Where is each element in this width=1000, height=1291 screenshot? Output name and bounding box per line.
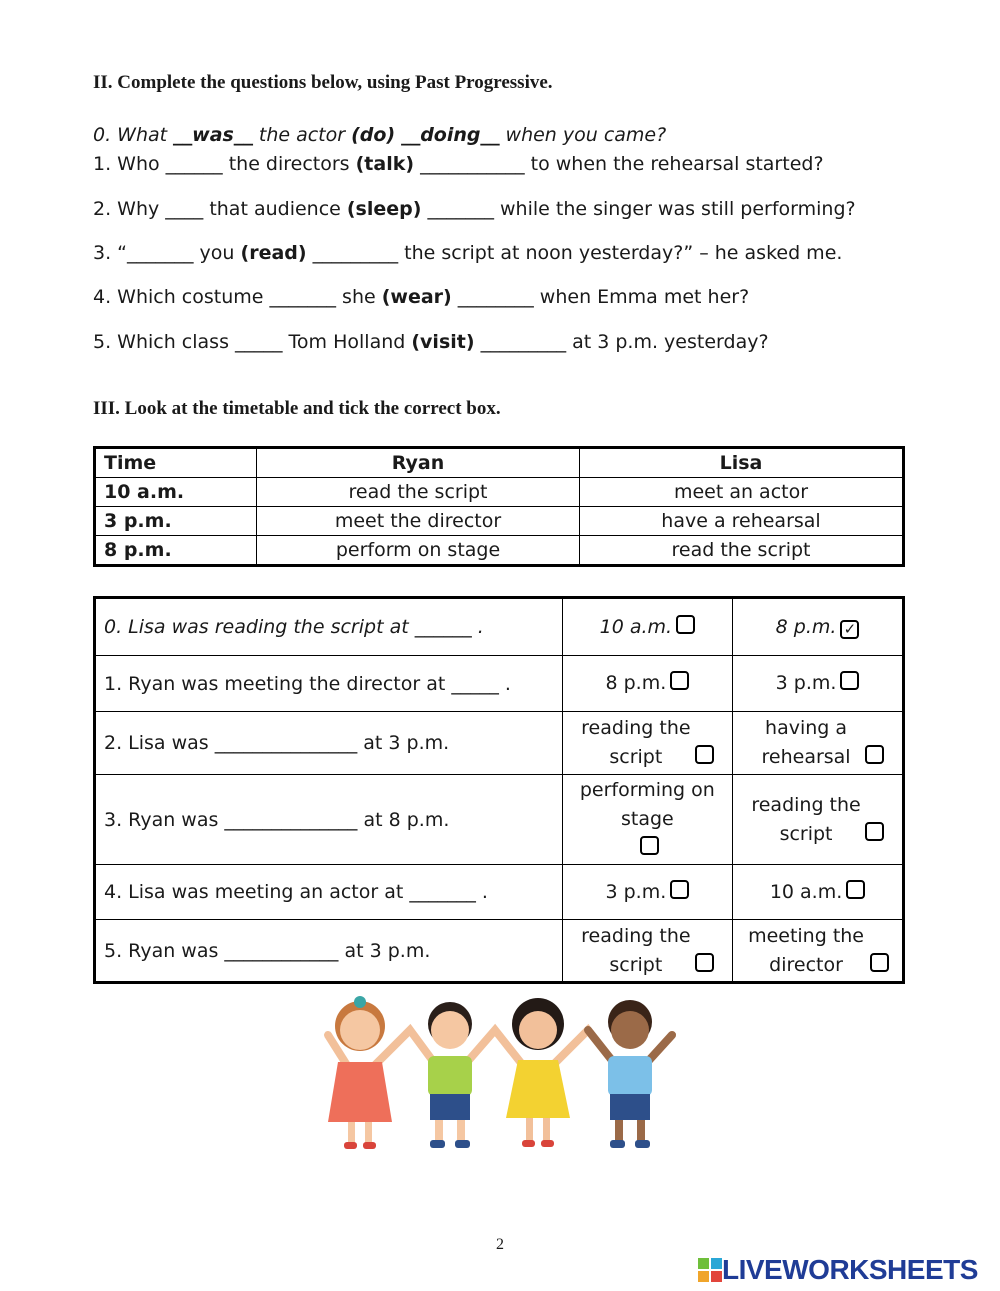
checkbox[interactable] — [865, 822, 884, 841]
checkbox[interactable] — [640, 836, 659, 855]
question-3: 3. “_______ you (read) _________ the script at noon yesterday?” – he asked me. — [93, 242, 843, 264]
quiz-statement: 2. Lisa was _______________ at 3 p.m. — [95, 712, 563, 775]
quiz-statement: 3. Ryan was ______________ at 8 p.m. — [95, 775, 563, 865]
child-boy-green — [428, 1002, 472, 1148]
question-1: 1. Who ______ the directors (talk) ___________ to when the rehearsal started? — [93, 153, 824, 175]
timetable-row — [95, 478, 904, 507]
example-question: 0. What __was__ the actor (do) __doing__ when you came? — [93, 124, 667, 146]
quiz-statement: 1. Ryan was meeting the director at _____ . — [95, 656, 563, 712]
quiz-option: reading the script — [562, 712, 732, 775]
timetable — [93, 446, 905, 567]
question-5: 5. Which class _____ Tom Holland (visit) _________ at 3 p.m. yesterday? — [93, 331, 769, 353]
child-girl-coral — [328, 996, 392, 1149]
timetable-lisa-activity: meet an actor — [580, 478, 904, 507]
timetable-header-row — [95, 448, 904, 478]
checkbox[interactable] — [865, 745, 884, 764]
checkbox[interactable] — [695, 745, 714, 764]
checkbox[interactable] — [846, 880, 865, 899]
liveworksheets-logo — [698, 1254, 978, 1286]
quiz-option: reading the script — [562, 920, 732, 983]
quiz-row-example — [95, 598, 904, 656]
page-number: 2 — [496, 1236, 504, 1253]
checkbox[interactable] — [870, 953, 889, 972]
quiz-option: meeting the director — [733, 920, 904, 983]
timetable-row — [95, 536, 904, 566]
quiz-row — [95, 712, 904, 775]
checkbox[interactable] — [695, 953, 714, 972]
checkbox[interactable] — [670, 880, 689, 899]
timetable-header-ryan: Ryan — [257, 448, 580, 478]
question-2: 2. Why ____ that audience (sleep) _______ while the singer was still performing? — [93, 198, 856, 220]
child-girl-yellow — [506, 998, 570, 1147]
checkbox[interactable] — [676, 615, 695, 634]
quiz-row — [95, 920, 904, 983]
quiz-option: 8 p.m. — [562, 656, 732, 712]
logo-text: LIVEWORKSHEETS — [722, 1254, 978, 1285]
quiz-option: performing on stage — [562, 775, 732, 865]
checkbox-checked[interactable]: ✓ — [840, 620, 859, 639]
quiz-statement: 0. Lisa was reading the script at ______ . — [95, 598, 563, 656]
child-boy-blue — [608, 1000, 652, 1148]
timetable-time: 3 p.m. — [95, 507, 257, 536]
checkbox[interactable] — [840, 671, 859, 690]
quiz-option: 8 p.m. ✓ — [733, 598, 904, 656]
timetable-ryan-activity: perform on stage — [257, 536, 580, 566]
timetable-row — [95, 507, 904, 536]
quiz-row — [95, 865, 904, 920]
timetable-lisa-activity: read the script — [580, 536, 904, 566]
question-4: 4. Which costume _______ she (wear) ________ when Emma met her? — [93, 286, 750, 308]
timetable-time: 10 a.m. — [95, 478, 257, 507]
logo-blocks-icon — [698, 1258, 722, 1282]
timetable-ryan-activity: meet the director — [257, 507, 580, 536]
section-3-heading: III. Look at the timetable and tick the correct box. — [93, 398, 501, 419]
timetable-header-lisa: Lisa — [580, 448, 904, 478]
quiz-row — [95, 656, 904, 712]
checkbox[interactable] — [670, 671, 689, 690]
quiz-statement: 5. Ryan was ____________ at 3 p.m. — [95, 920, 563, 983]
timetable-time: 8 p.m. — [95, 536, 257, 566]
timetable-header-time: Time — [95, 448, 257, 478]
section-2-heading: II. Complete the questions below, using Past Progressive. — [93, 72, 553, 93]
timetable-lisa-activity: have a rehearsal — [580, 507, 904, 536]
quiz-option: 3 p.m. — [733, 656, 904, 712]
timetable-ryan-activity: read the script — [257, 478, 580, 507]
quiz-row — [95, 775, 904, 865]
tick-box-table — [93, 596, 905, 984]
quiz-statement: 4. Lisa was meeting an actor at _______ . — [95, 865, 563, 920]
quiz-option: 3 p.m. — [562, 865, 732, 920]
children-illustration — [310, 990, 690, 1160]
quiz-option: having a rehearsal — [733, 712, 904, 775]
quiz-option: 10 a.m. — [562, 598, 732, 656]
quiz-option: reading the script — [733, 775, 904, 865]
quiz-option: 10 a.m. — [733, 865, 904, 920]
